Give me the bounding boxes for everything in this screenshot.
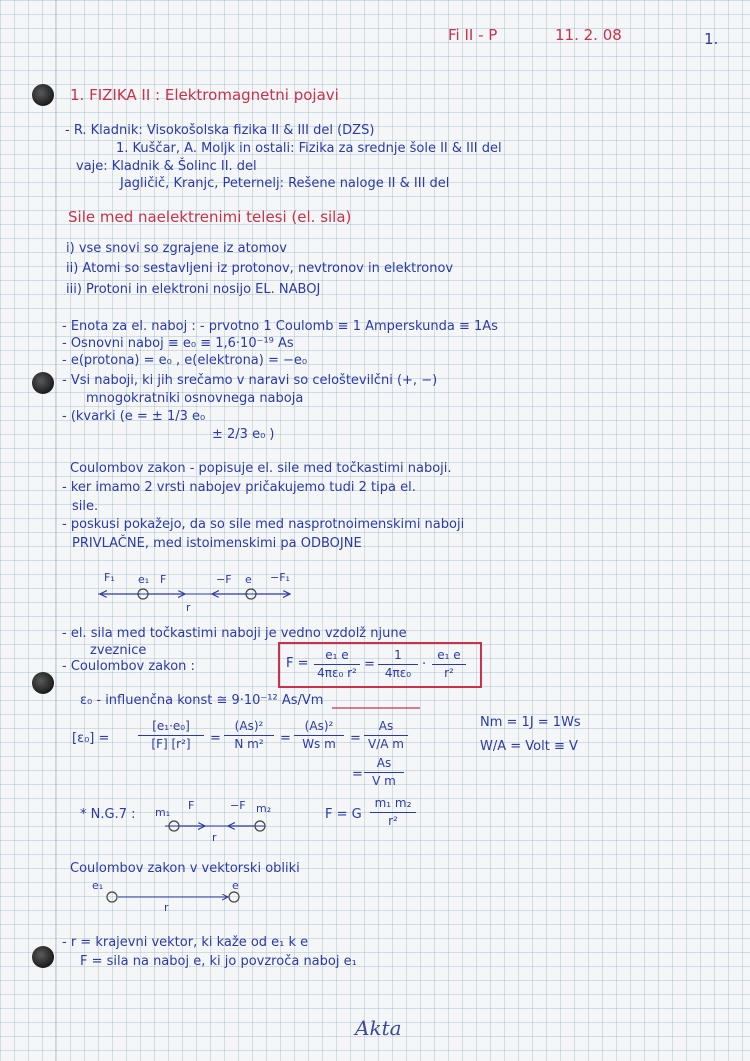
intro-item-3: iii) Protoni in elektroni nosijo EL. NABOJ <box>66 282 321 297</box>
gravity-frac-den: r² <box>388 814 398 828</box>
charge-note-4: - Vsi naboji, ki jih srečamo v naravi so celoštevilčni (+, −) <box>62 373 438 388</box>
unit-note-1: Nm = 1J = 1Ws <box>480 715 581 730</box>
literature-line-3: vaje: Kladnik & Šolinc II. del <box>76 159 257 174</box>
coulomb-intro-3: sile. <box>72 499 99 514</box>
gravity-frac <box>370 796 416 829</box>
coulomb-frac-1-num: e₁ e <box>325 648 349 662</box>
unit-note-2: W/A = Volt ≡ V <box>480 739 578 754</box>
charge-note-5: mnogokratniki osnovnega naboja <box>86 391 304 406</box>
epsilon-eq-2: = <box>280 731 291 746</box>
coulomb-equals: = <box>364 657 375 672</box>
vector-r-label: r <box>164 901 169 914</box>
epsilon-frac-5 <box>364 756 404 789</box>
gravity-frac-num: m₁ m₂ <box>374 796 412 810</box>
coulomb-intro-5: PRIVLAČNE, med istoimenskimi pa ODBOJNE <box>72 536 362 551</box>
coulomb-law-line-1b: zveznice <box>90 643 147 658</box>
akta-logo: Akta <box>355 1016 402 1040</box>
literature-line-2: 1. Kuščar, A. Moljk in ostali: Fizika za srednje šole II & III del <box>116 141 502 156</box>
epsilon-frac-4 <box>364 719 408 752</box>
diagram-e-label: e <box>245 573 252 586</box>
gravity-m2-label: m₂ <box>256 802 272 815</box>
charge-note-2: - Osnovni naboj ≡ e₀ ≡ 1,6·10⁻¹⁹ As <box>62 336 294 351</box>
epsilon-frac-1 <box>138 719 204 752</box>
vector-form-line-2: F = sila na naboj e, ki jo povzroča naboj e₁ <box>80 954 357 969</box>
diagram-f1-label: F₁ <box>104 571 115 584</box>
literature-line-1: - R. Kladnik: Visokošolska fizika II & III del (DZS) <box>65 123 375 138</box>
diagram-minus-f1-label: −F₁ <box>270 571 290 584</box>
vector-e-label: e <box>232 879 239 892</box>
coulomb-law-line-1: - el. sila med točkastimi naboji je vedno vzdolž njune <box>62 626 407 641</box>
coulomb-intro-1: Coulombov zakon - popisuje el. sile med točkastimi naboji. <box>70 461 452 476</box>
epsilon-frac-1-num: [e₁·e₀] <box>152 719 190 733</box>
coulomb-frac-2 <box>378 648 418 681</box>
epsilon-frac-2-num: (As)² <box>234 719 264 733</box>
charge-note-7: ± 2/3 e₀ ) <box>212 427 275 442</box>
coulomb-intro-4: - poskusi pokažejo, da so sile med nasprotnoimenskimi naboji <box>62 517 465 532</box>
vector-form-line-1: - r = krajevni vektor, ki kaže od e₁ k e <box>62 935 309 950</box>
epsilon-lhs: [ε₀] = <box>72 731 110 746</box>
coulomb-frac-3-den: r² <box>444 666 454 680</box>
epsilon-frac-1-den: [F] [r²] <box>151 737 191 751</box>
gravity-minus-f-label: −F <box>230 799 246 812</box>
diagram-r-label: r <box>186 601 191 614</box>
coulomb-frac-1-den: 4πε₀ r² <box>317 666 357 680</box>
epsilon-frac-5-den: V m <box>372 774 396 788</box>
coulomb-f-symbol: F = <box>286 656 309 671</box>
epsilon-frac-2-den: N m² <box>234 737 264 751</box>
header-course: Fi II - P <box>448 26 498 44</box>
gravity-r-label: r <box>212 831 217 844</box>
epsilon-frac-4-num: As <box>378 719 394 733</box>
charge-note-6: - (kvarki (e = ± 1/3 e₀ <box>62 409 206 424</box>
page-number: 1. <box>704 30 719 48</box>
epsilon-frac-3-num: (As)² <box>304 719 334 733</box>
diagram-e1-label: e₁ <box>138 573 150 586</box>
vector-e-circle <box>229 892 239 902</box>
gravity-m1-label: m₁ <box>155 806 171 819</box>
charge-note-3: - e(protona) = e₀ , e(elektrona) = −e₀ <box>62 353 308 368</box>
coulomb-dot: · <box>422 657 427 672</box>
page-title: 1. FIZIKA II : Elektromagnetni pojavi <box>70 86 339 104</box>
header-date: 11. 2. 08 <box>555 26 622 44</box>
epsilon-frac-4-den: V/A m <box>368 737 404 751</box>
epsilon-frac-5-num: As <box>376 756 392 770</box>
diagram-f-label: F <box>160 573 167 586</box>
coulomb-frac-3 <box>432 648 466 681</box>
coulomb-law-label: - Coulombov zakon : <box>62 659 195 674</box>
section-title: Sile med naelektrenimi telesi (el. sila) <box>68 208 352 226</box>
coulomb-frac-2-den: 4πε₀ <box>384 666 412 680</box>
coulomb-intro-2: - ker imamo 2 vrsti nabojev pričakujemo tudi 2 tipa el. <box>62 480 416 495</box>
intro-item-2: ii) Atomi so sestavljeni iz protonov, nevtronov in elektronov <box>66 261 454 276</box>
literature-line-4: Jagličič, Kranjc, Peternelj: Rešene naloge II & III del <box>120 176 450 191</box>
epsilon-eq-1: = <box>210 731 221 746</box>
coulomb-frac-2-num: 1 <box>394 648 402 662</box>
vector-form-title: Coulombov zakon v vektorski obliki <box>70 861 300 876</box>
coulomb-frac-3-num: e₁ e <box>437 648 461 662</box>
coulomb-frac-1 <box>314 648 360 681</box>
vector-e1-label: e₁ <box>92 879 104 892</box>
epsilon-frac-3 <box>294 719 344 752</box>
gravity-formula-lhs: F = G <box>325 807 362 822</box>
gravity-f-label: F <box>188 799 195 812</box>
epsilon-line: ε₀ - influenčna konst ≅ 9·10⁻¹² As/Vm <box>80 693 324 708</box>
intro-item-1: i) vse snovi so zgrajene iz atomov <box>66 241 287 256</box>
epsilon-frac-3-den: Ws m <box>302 737 336 751</box>
gravity-label: * N.G.7 : <box>80 807 136 822</box>
epsilon-eq-4: = <box>352 767 363 782</box>
epsilon-frac-2 <box>224 719 274 752</box>
charge-note-1: - Enota za el. naboj : - prvotno 1 Coulomb ≡ 1 Amperskunda ≡ 1As <box>62 319 498 334</box>
diagram-minus-f-label: −F <box>216 573 232 586</box>
vector-e1-circle <box>107 892 117 902</box>
epsilon-eq-3: = <box>350 731 361 746</box>
